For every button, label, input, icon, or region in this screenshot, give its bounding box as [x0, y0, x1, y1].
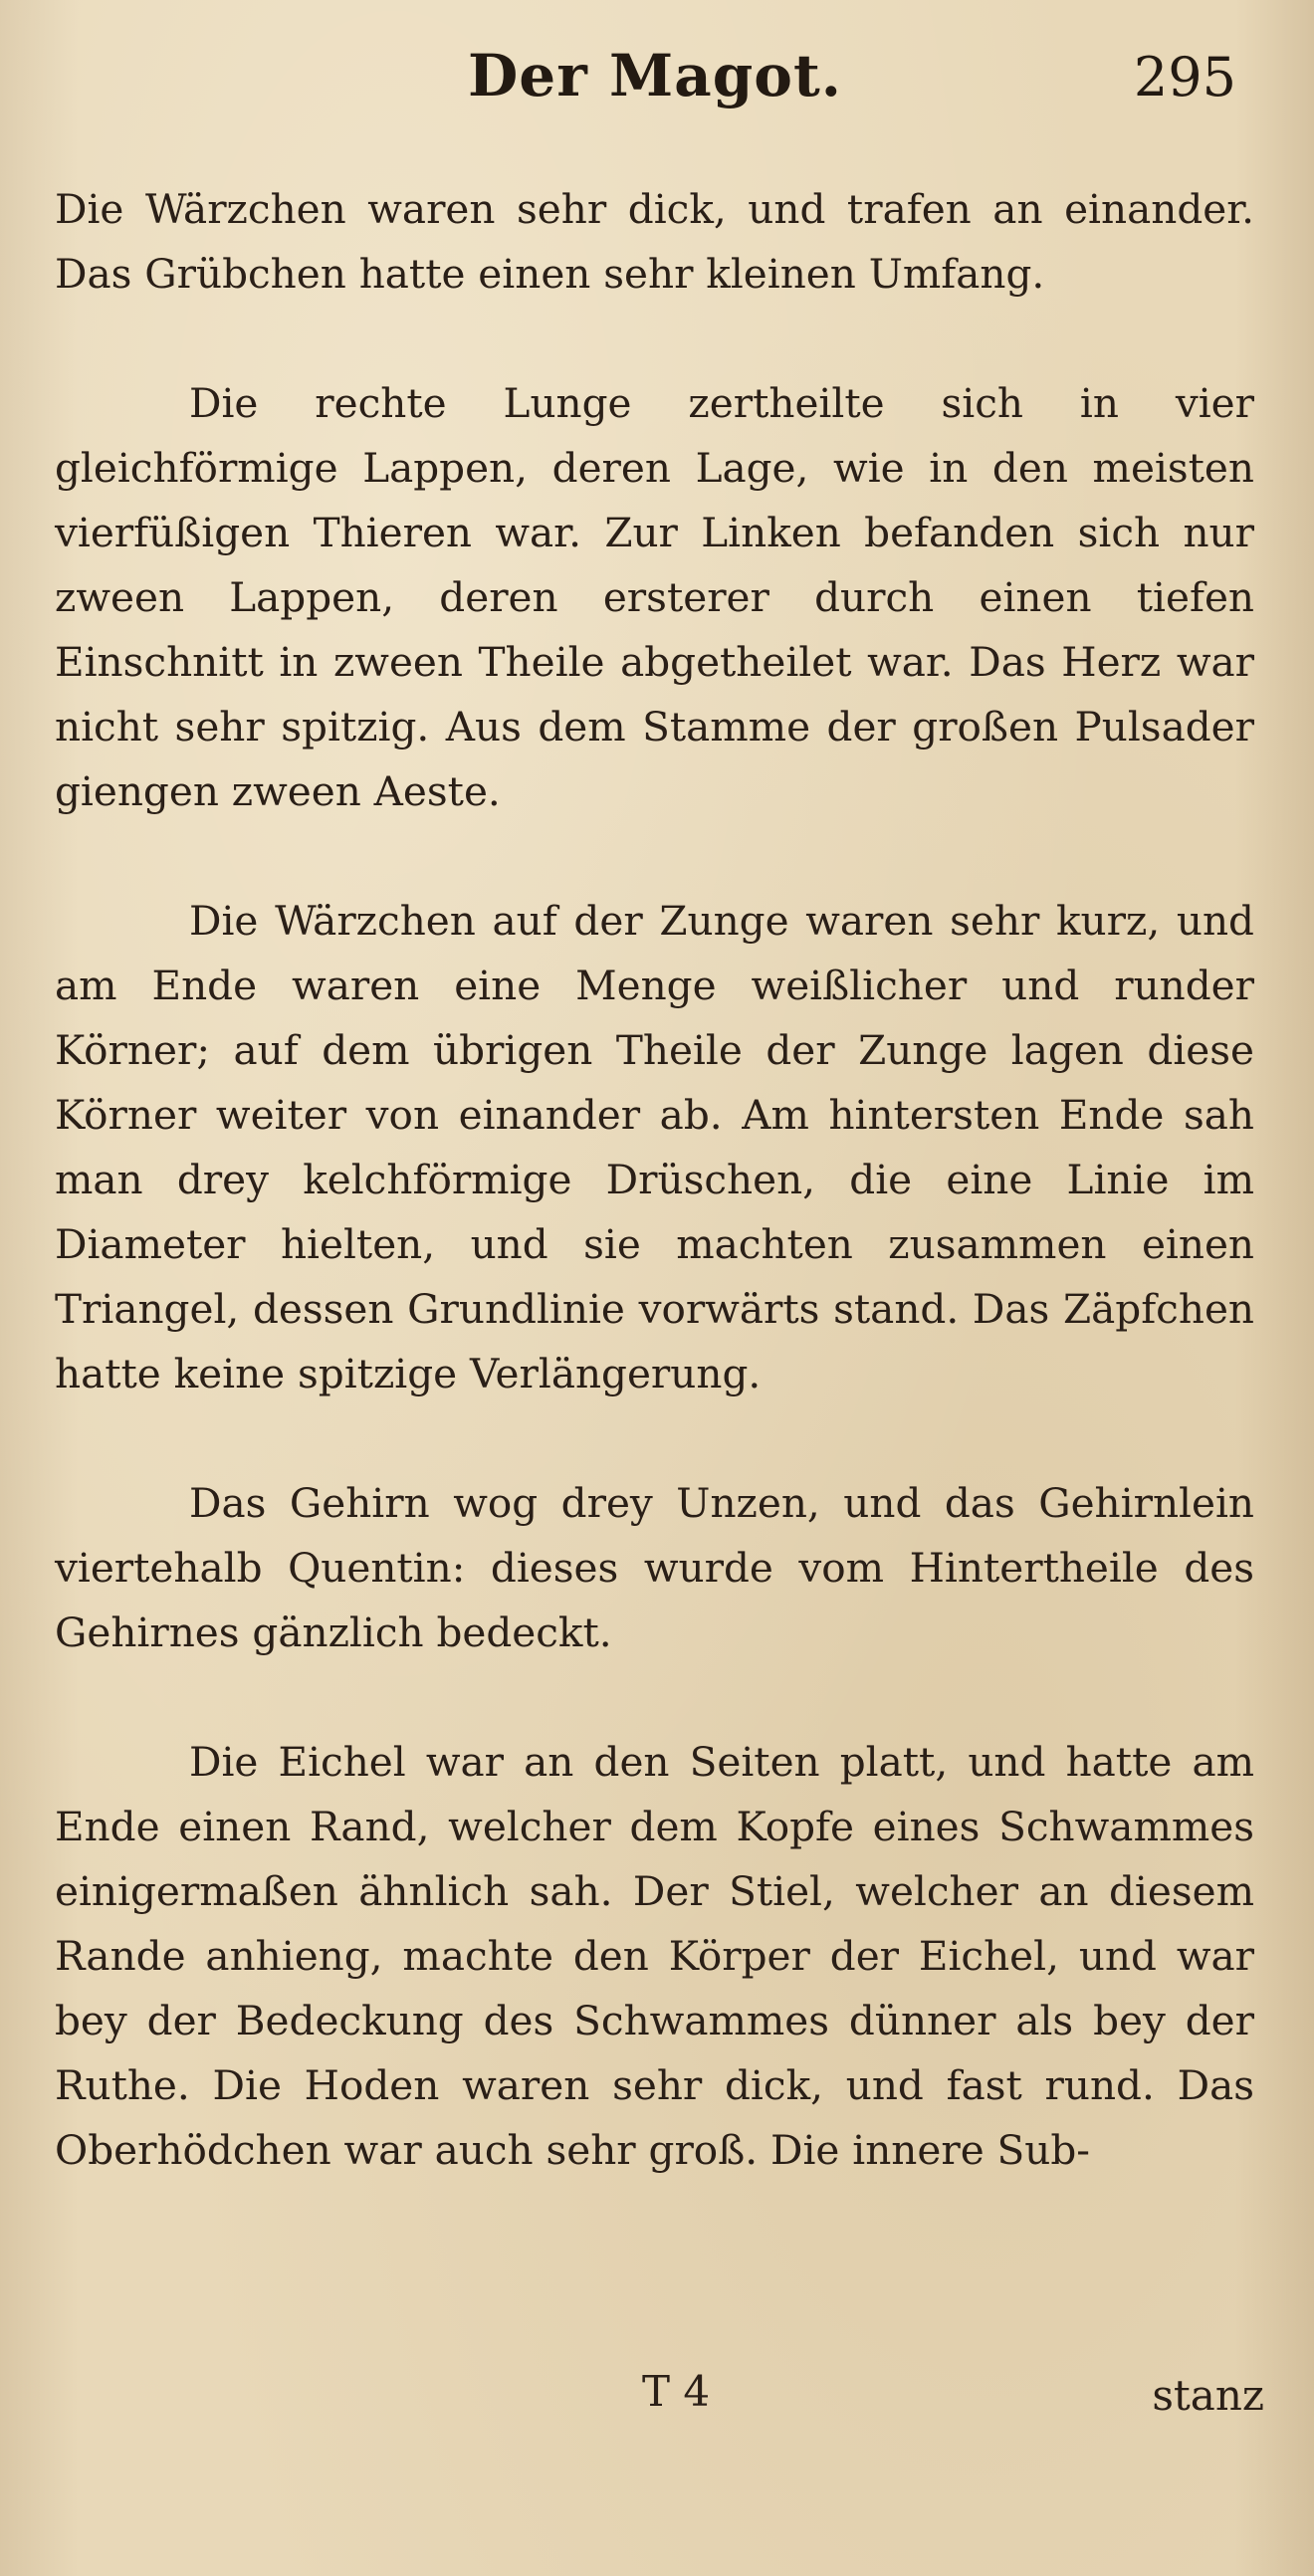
- catchword: stanz: [1152, 2371, 1264, 2420]
- body-text: [55, 177, 1254, 2183]
- paragraph-continuation: Die Wärzchen waren sehr dick, und trafen an einander. Das Grübchen hatte einen sehr kleinen Umfang.: [55, 185, 1254, 298]
- page-number: 295: [1133, 46, 1236, 108]
- signature-mark: T 4: [642, 2367, 711, 2416]
- page-title: Der Magot.: [468, 42, 842, 109]
- paragraph-glans: Die Eichel war an den Seiten platt, und hatte am Ende einen Rand, welcher dem Kopfe eines Schwammes einigermaßen ähnlich sah. Der Stiel, welcher an diesem Rande anhieng, machte den Körper der Eichel, und war bey der Bedeckung des Schwammes dünner als bey der Ruthe. Die Hoden waren sehr dick, und fast rund. Das Oberhödchen war auch sehr groß. Die innere Sub-: [55, 1738, 1254, 2174]
- paragraph-tongue: Die Wärzchen auf der Zunge waren sehr kurz, und am Ende waren eine Menge weißlicher und runder Körner; auf dem übrigen Theile der Zunge lagen diese Körner weiter von einander ab. Am hintersten Ende sah man drey kelchförmige Drüschen, die eine Linie im Diameter hielten, und sie machten zusammen einen Triangel, dessen Grundlinie vorwärts stand. Das Zäpfchen hatte keine spitzige Verlängerung.: [55, 897, 1254, 1397]
- paragraph-brain: Das Gehirn wog drey Unzen, und das Gehirnlein viertehalb Quentin: dieses wurde vom Hintertheile des Gehirnes gänzlich bedeckt.: [55, 1479, 1254, 1656]
- running-head: [0, 42, 1314, 131]
- paragraph-lungs-heart: Die rechte Lunge zertheilte sich in vier gleichförmige Lappen, deren Lage, wie in den meisten vierfüßigen Thieren war. Zur Linken befanden sich nur zween Lappen, deren ersterer durch einen tiefen Einschnitt in zween Theile abgetheilet war. Das Herz war nicht sehr spitzig. Aus dem Stamme der großen Pulsader giengen zween Aeste.: [55, 379, 1254, 815]
- page-footer: [0, 2367, 1314, 2447]
